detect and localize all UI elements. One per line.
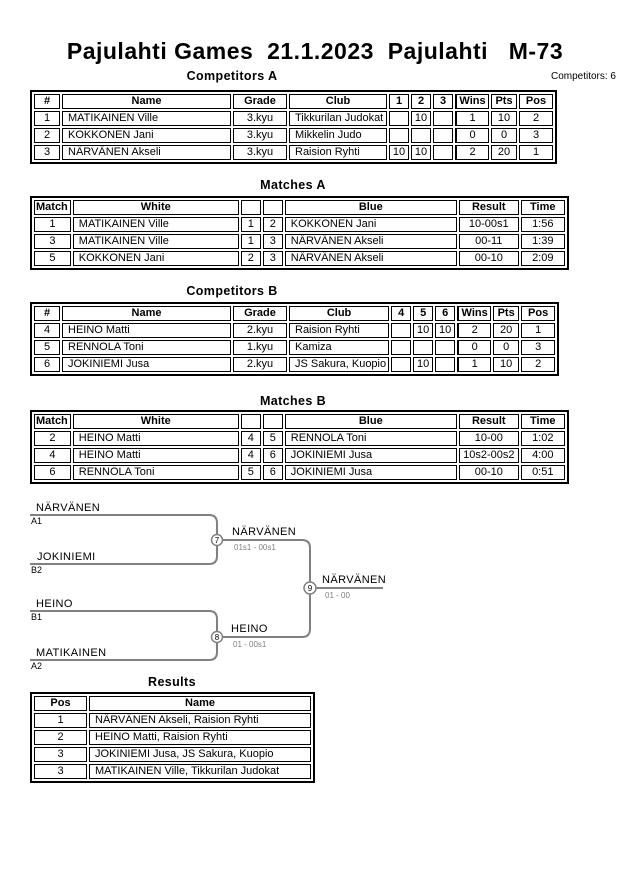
cell-grade: 3.kyu <box>233 111 287 126</box>
bracket-slot-name: MATIKAINEN <box>36 647 107 659</box>
table-header-row <box>34 414 565 429</box>
cell-blue-name: NÄRVÄNEN Akseli <box>285 234 457 249</box>
table-row <box>34 730 311 745</box>
cell-pos: 1 <box>519 145 553 160</box>
cell-score-3 <box>433 128 453 143</box>
cell-wins: 0 <box>455 128 489 143</box>
cell-white-num: 1 <box>241 217 261 232</box>
cell-match-no: 4 <box>34 448 71 463</box>
cell-club: Raision Ryhti <box>289 145 387 160</box>
cell-time: 1:56 <box>521 217 565 232</box>
cell-name: NÄRVÄNEN Akseli <box>62 145 231 160</box>
header-time: Time <box>521 414 565 429</box>
competitors-b-table <box>30 302 559 376</box>
cell-white-num: 2 <box>241 251 261 266</box>
sf1-winner-name: NÄRVÄNEN <box>232 526 297 538</box>
cell-num: 6 <box>34 357 60 372</box>
cell-wins: 0 <box>457 340 491 355</box>
header-pos: Pos <box>34 696 87 711</box>
cell-name: RENNOLA Toni <box>62 340 231 355</box>
bracket-seed-label: B2 <box>31 565 43 575</box>
cell-num: 3 <box>34 145 60 160</box>
cell-time: 1:39 <box>521 234 565 249</box>
header-match: Match <box>34 200 71 215</box>
header-blue-num <box>263 414 283 429</box>
table-header-row <box>34 306 555 321</box>
cell-score-3 <box>433 111 453 126</box>
cell-match-no: 5 <box>34 251 71 266</box>
table-row <box>34 251 565 266</box>
header-opp-4: 4 <box>391 306 411 321</box>
bracket-line-a1 <box>30 515 217 535</box>
header-blue: Blue <box>285 414 457 429</box>
header-white: White <box>73 414 239 429</box>
cell-pos: 1 <box>521 323 555 338</box>
header-result: Result <box>459 200 519 215</box>
header-time: Time <box>521 200 565 215</box>
header-club: Club <box>289 306 389 321</box>
header-pts: Pts <box>493 306 519 321</box>
table-header-row <box>34 696 311 711</box>
results-title: Results <box>148 675 196 689</box>
final-winner-name: NÄRVÄNEN <box>322 574 387 586</box>
cell-score-5: 10 <box>413 357 433 372</box>
cell-grade: 3.kyu <box>233 128 287 143</box>
cell-pos: 2 <box>519 111 553 126</box>
match-9-number: 9 <box>307 584 313 593</box>
cell-blue-name: JOKINIEMI Jusa <box>285 448 457 463</box>
cell-result: 10-00 <box>459 431 519 446</box>
header-opp-1: 1 <box>389 94 409 109</box>
cell-club: Raision Ryhti <box>289 323 389 338</box>
matches-a-title: Matches A <box>260 178 326 192</box>
header-pts: Pts <box>491 94 517 109</box>
cell-score-4 <box>391 340 411 355</box>
table-header-row <box>34 94 553 109</box>
header-blue: Blue <box>285 200 457 215</box>
cell-grade: 3.kyu <box>233 145 287 160</box>
cell-name: HEINO Matti, Raision Ryhti <box>89 730 311 745</box>
cell-score-6: 10 <box>435 323 455 338</box>
results-table <box>30 692 315 783</box>
table-row <box>34 217 565 232</box>
cell-score-6 <box>435 340 455 355</box>
cell-pos: 3 <box>519 128 553 143</box>
table-row <box>34 357 555 372</box>
cell-blue-num: 5 <box>263 431 283 446</box>
cell-white-name: KOKKONEN Jani <box>73 251 239 266</box>
table-row <box>34 747 311 762</box>
cell-white-num: 4 <box>241 448 261 463</box>
bracket-line-b1 <box>30 611 217 632</box>
cell-wins: 2 <box>455 145 489 160</box>
header-name: Name <box>89 696 311 711</box>
header-blue-num <box>263 200 283 215</box>
cell-blue-name: JOKINIEMI Jusa <box>285 465 457 480</box>
cell-result: 10-00s1 <box>459 217 519 232</box>
cell-wins: 2 <box>457 323 491 338</box>
cell-blue-name: KOKKONEN Jani <box>285 217 457 232</box>
table-row <box>34 713 311 728</box>
header-name: Name <box>62 94 231 109</box>
match-8-number: 8 <box>214 633 220 642</box>
header-result: Result <box>459 414 519 429</box>
matches-b-table <box>30 410 569 484</box>
cell-white-num: 1 <box>241 234 261 249</box>
cell-time: 2:09 <box>521 251 565 266</box>
final-bracket-diagram <box>0 495 470 690</box>
competitors-a-title: Competitors A <box>186 69 278 83</box>
cell-blue-num: 6 <box>263 448 283 463</box>
header-white-num <box>241 200 261 215</box>
header-grade: Grade <box>233 306 287 321</box>
cell-white-name: MATIKAINEN Ville <box>73 234 239 249</box>
cell-result: 00-10 <box>459 465 519 480</box>
matches-a-table <box>30 196 569 270</box>
cell-white-num: 5 <box>241 465 261 480</box>
cell-pts: 0 <box>493 340 519 355</box>
cell-score-6 <box>435 357 455 372</box>
cell-pos: 3 <box>34 747 87 762</box>
table-row <box>34 431 565 446</box>
header-club: Club <box>289 94 387 109</box>
cell-score-3 <box>433 145 453 160</box>
cell-result: 00-11 <box>459 234 519 249</box>
header-match: Match <box>34 414 71 429</box>
bracket-seed-label: A2 <box>31 661 43 671</box>
cell-club: Mikkelin Judo <box>289 128 387 143</box>
table-row <box>34 128 553 143</box>
bracket-slot-name: HEINO <box>36 598 73 610</box>
cell-white-name: MATIKAINEN Ville <box>73 217 239 232</box>
cell-score-1: 10 <box>389 145 409 160</box>
header-pos: Pos <box>521 306 555 321</box>
cell-grade: 2.kyu <box>233 323 287 338</box>
bracket-slot-name: JOKINIEMI <box>37 551 96 563</box>
cell-time: 0:51 <box>521 465 565 480</box>
cell-white-name: RENNOLA Toni <box>73 465 239 480</box>
cell-score-5 <box>413 340 433 355</box>
cell-pts: 10 <box>493 357 519 372</box>
cell-num: 1 <box>34 111 60 126</box>
cell-name: MATIKAINEN Ville <box>62 111 231 126</box>
cell-pts: 0 <box>491 128 517 143</box>
header-num: # <box>34 306 60 321</box>
header-wins: Wins <box>457 306 491 321</box>
cell-pts: 20 <box>493 323 519 338</box>
table-header-row <box>34 200 565 215</box>
cell-score-2: 10 <box>411 111 431 126</box>
cell-club: JS Sakura, Kuopio <box>289 357 389 372</box>
cell-result: 10s2-00s2 <box>459 448 519 463</box>
match-7-number: 7 <box>214 536 220 545</box>
page-title: Pajulahti Games 21.1.2023 Pajulahti M-73 <box>66 38 564 64</box>
cell-name: HEINO Matti <box>62 323 231 338</box>
cell-grade: 2.kyu <box>233 357 287 372</box>
cell-club: Kamiza <box>289 340 389 355</box>
cell-blue-name: RENNOLA Toni <box>285 431 457 446</box>
cell-name: JOKINIEMI Jusa <box>62 357 231 372</box>
table-row <box>34 111 553 126</box>
header-opp-5: 5 <box>413 306 433 321</box>
cell-score-1 <box>389 111 409 126</box>
table-row <box>34 448 565 463</box>
table-row <box>34 323 555 338</box>
competitors-count-label: Competitors: 6 <box>550 71 616 82</box>
cell-blue-num: 6 <box>263 465 283 480</box>
table-row <box>34 340 555 355</box>
cell-result: 00-10 <box>459 251 519 266</box>
header-pos: Pos <box>519 94 553 109</box>
header-opp-6: 6 <box>435 306 455 321</box>
cell-blue-num: 2 <box>263 217 283 232</box>
table-row <box>34 764 311 779</box>
cell-num: 5 <box>34 340 60 355</box>
header-grade: Grade <box>233 94 287 109</box>
sf1-score: 01s1 - 00s1 <box>234 543 276 552</box>
bracket-seed-label: A1 <box>31 516 43 526</box>
table-row <box>34 465 565 480</box>
cell-name: NÄRVÄNEN Akseli, Raision Ryhti <box>89 713 311 728</box>
cell-num: 2 <box>34 128 60 143</box>
cell-pts: 20 <box>491 145 517 160</box>
cell-blue-num: 3 <box>263 234 283 249</box>
table-row <box>34 234 565 249</box>
cell-blue-name: NÄRVÄNEN Akseli <box>285 251 457 266</box>
cell-white-num: 4 <box>241 431 261 446</box>
cell-name: KOKKONEN Jani <box>62 128 231 143</box>
header-white-num <box>241 414 261 429</box>
cell-pts: 10 <box>491 111 517 126</box>
cell-time: 1:02 <box>521 431 565 446</box>
cell-grade: 1.kyu <box>233 340 287 355</box>
cell-match-no: 2 <box>34 431 71 446</box>
cell-score-4 <box>391 323 411 338</box>
bracket-seed-label: B1 <box>31 612 43 622</box>
competitors-b-title: Competitors B <box>186 284 278 298</box>
bracket-slot-name: NÄRVÄNEN <box>36 502 101 514</box>
cell-match-no: 1 <box>34 217 71 232</box>
header-white: White <box>73 200 239 215</box>
competitors-a-table <box>30 90 557 164</box>
cell-pos: 3 <box>521 340 555 355</box>
cell-blue-num: 3 <box>263 251 283 266</box>
sf2-score: 01 - 00s1 <box>233 640 267 649</box>
cell-score-1 <box>389 128 409 143</box>
bracket-lines <box>0 495 470 690</box>
header-num: # <box>34 94 60 109</box>
cell-match-no: 3 <box>34 234 71 249</box>
cell-wins: 1 <box>455 111 489 126</box>
sf2-winner-name: HEINO <box>231 623 268 635</box>
matches-b-title: Matches B <box>259 394 327 408</box>
cell-time: 4:00 <box>521 448 565 463</box>
cell-wins: 1 <box>457 357 491 372</box>
cell-name: MATIKAINEN Ville, Tikkurilan Judokat <box>89 764 311 779</box>
cell-white-name: HEINO Matti <box>73 448 239 463</box>
final-score: 01 - 00 <box>325 591 350 600</box>
cell-pos: 1 <box>34 713 87 728</box>
cell-score-2 <box>411 128 431 143</box>
cell-score-2: 10 <box>411 145 431 160</box>
cell-score-4 <box>391 357 411 372</box>
cell-pos: 2 <box>521 357 555 372</box>
cell-club: Tikkurilan Judokat <box>289 111 387 126</box>
cell-pos: 2 <box>34 730 87 745</box>
header-opp-3: 3 <box>433 94 453 109</box>
table-row <box>34 145 553 160</box>
header-wins: Wins <box>455 94 489 109</box>
header-name: Name <box>62 306 231 321</box>
cell-num: 4 <box>34 323 60 338</box>
header-opp-2: 2 <box>411 94 431 109</box>
cell-name: JOKINIEMI Jusa, JS Sakura, Kuopio <box>89 747 311 762</box>
cell-score-5: 10 <box>413 323 433 338</box>
cell-pos: 3 <box>34 764 87 779</box>
cell-white-name: HEINO Matti <box>73 431 239 446</box>
cell-match-no: 6 <box>34 465 71 480</box>
